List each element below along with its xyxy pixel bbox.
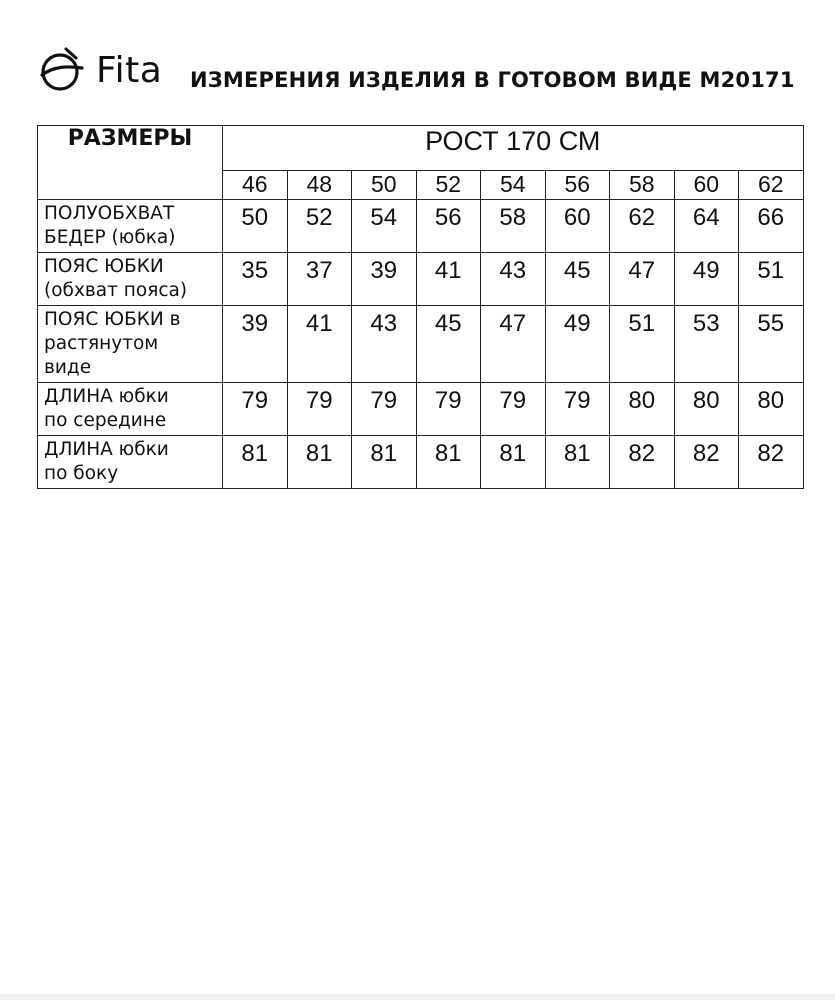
row-label-line: по боку — [44, 463, 119, 484]
measurement-value: 80 — [739, 383, 804, 436]
measurement-value: 56 — [416, 200, 481, 253]
measurement-value: 45 — [545, 253, 610, 306]
measurement-value: 80 — [674, 383, 739, 436]
bottom-edge — [0, 994, 835, 1000]
table-row — [38, 436, 804, 489]
measurement-value: 49 — [545, 306, 610, 383]
table-row — [38, 200, 804, 253]
measurement-value: 43 — [481, 253, 546, 306]
row-label-line: ДЛИНА юбки — [44, 386, 169, 407]
measurement-value: 79 — [416, 383, 481, 436]
measurement-value: 81 — [352, 436, 417, 489]
size-header-58: 58 — [610, 171, 675, 200]
row-label-line: ПОЛУОБХВАТ — [44, 203, 175, 224]
measurement-value: 45 — [416, 306, 481, 383]
size-header-54: 54 — [481, 171, 546, 200]
row-label-line: виде — [44, 357, 92, 378]
table-row — [38, 383, 804, 436]
row-label-line: ПОЯС ЮБКИ в — [44, 309, 181, 330]
measurement-value: 79 — [223, 383, 288, 436]
row-label — [38, 200, 223, 253]
row-label-line: ДЛИНА юбки — [44, 439, 169, 460]
page-header — [36, 40, 816, 100]
measurement-value: 55 — [739, 306, 804, 383]
fita-logo-icon — [36, 46, 92, 94]
table-body — [38, 200, 804, 489]
measurements-table — [37, 125, 804, 489]
measurement-value: 81 — [223, 436, 288, 489]
measurement-value: 51 — [739, 253, 804, 306]
row-label — [38, 436, 223, 489]
measurement-value: 82 — [610, 436, 675, 489]
measurement-value: 35 — [223, 253, 288, 306]
row-label-line: растянутом — [44, 333, 159, 354]
measurement-value: 64 — [674, 200, 739, 253]
height-label: РОСТ 170 СМ — [223, 126, 804, 171]
size-header-52: 52 — [416, 171, 481, 200]
document-title: ИЗМЕРЕНИЯ ИЗДЕЛИЯ В ГОТОВОМ ВИДЕ М20171 — [190, 68, 795, 92]
brand-logo — [36, 46, 176, 94]
row-label — [38, 383, 223, 436]
measurement-value: 81 — [481, 436, 546, 489]
measurement-value: 39 — [223, 306, 288, 383]
size-header-56: 56 — [545, 171, 610, 200]
measurement-value: 39 — [352, 253, 417, 306]
measurement-value: 53 — [674, 306, 739, 383]
size-header-48: 48 — [287, 171, 352, 200]
measurement-value: 60 — [545, 200, 610, 253]
size-header-50: 50 — [352, 171, 417, 200]
measurement-value: 52 — [287, 200, 352, 253]
measurement-value: 81 — [545, 436, 610, 489]
measurement-value: 47 — [610, 253, 675, 306]
table-row — [38, 253, 804, 306]
measurement-value: 79 — [481, 383, 546, 436]
measurement-value: 49 — [674, 253, 739, 306]
measurement-value: 41 — [287, 306, 352, 383]
measurement-value: 82 — [674, 436, 739, 489]
measurement-value: 80 — [610, 383, 675, 436]
height-header-row — [38, 126, 804, 171]
size-header-46: 46 — [223, 171, 288, 200]
measurement-value: 62 — [610, 200, 675, 253]
measurement-value: 54 — [352, 200, 417, 253]
row-label-line: ПОЯС ЮБКИ — [44, 256, 164, 277]
sizes-corner-label: РАЗМЕРЫ — [38, 126, 223, 200]
row-label-line: по середине — [44, 410, 167, 431]
measurement-value: 82 — [739, 436, 804, 489]
measurement-value: 81 — [287, 436, 352, 489]
row-label-line: (обхват пояса) — [44, 280, 188, 301]
measurement-value: 43 — [352, 306, 417, 383]
measurement-value: 41 — [416, 253, 481, 306]
size-header-62: 62 — [739, 171, 804, 200]
measurement-value: 79 — [352, 383, 417, 436]
measurement-value: 50 — [223, 200, 288, 253]
measurement-value: 37 — [287, 253, 352, 306]
measurement-value: 47 — [481, 306, 546, 383]
brand-name: Fita — [96, 50, 163, 91]
row-label — [38, 253, 223, 306]
measurement-value: 79 — [545, 383, 610, 436]
table-row — [38, 306, 804, 383]
measurement-value: 51 — [610, 306, 675, 383]
row-label-line: БЕДЕР (юбка) — [44, 227, 176, 248]
size-header-60: 60 — [674, 171, 739, 200]
measurement-value: 66 — [739, 200, 804, 253]
measurement-value: 58 — [481, 200, 546, 253]
measurement-value: 81 — [416, 436, 481, 489]
row-label — [38, 306, 223, 383]
measurement-value: 79 — [287, 383, 352, 436]
